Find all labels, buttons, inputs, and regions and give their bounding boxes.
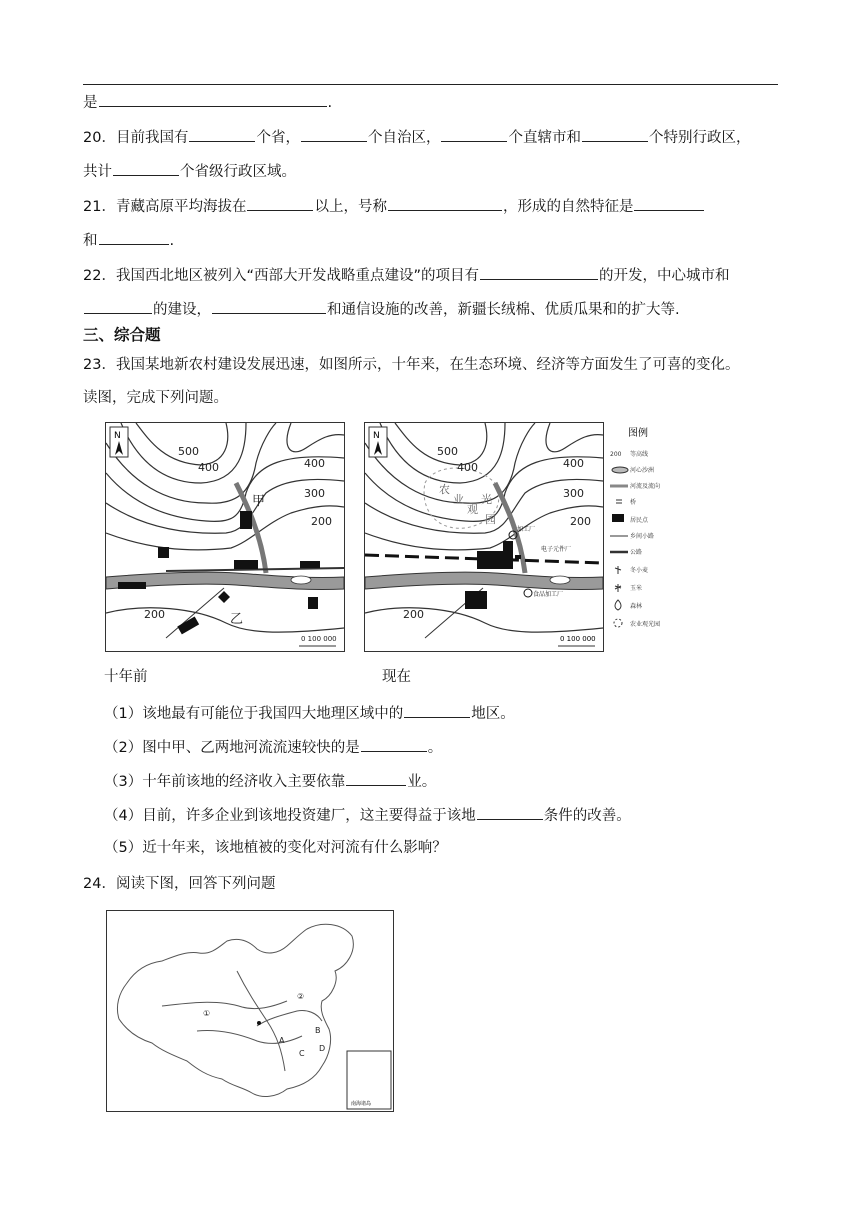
north-label: N bbox=[373, 431, 380, 441]
q20-text-d: 个直辖市和 bbox=[508, 130, 581, 146]
q21-text-a: 21．青藏高原平均海拔在 bbox=[83, 199, 247, 215]
q22-blank1 bbox=[480, 265, 598, 280]
map-now-svg bbox=[365, 423, 603, 651]
legend-item: 农业观光园 bbox=[630, 621, 661, 628]
contour-label: 400 bbox=[198, 461, 219, 474]
q22-blank2 bbox=[84, 299, 152, 314]
q21-text-c: ，形成的自然特征是 bbox=[502, 199, 634, 215]
map-label-d: D bbox=[319, 1044, 326, 1053]
legend-item: 玉米 bbox=[630, 585, 643, 592]
map-label-b: B bbox=[315, 1026, 321, 1035]
q20-blank2 bbox=[301, 127, 367, 142]
contour-label: 300 bbox=[304, 487, 325, 500]
map-before-svg bbox=[106, 423, 344, 651]
q20-text-f: 共计 bbox=[83, 164, 112, 180]
inset-label: 南海诸岛 bbox=[351, 1101, 372, 1107]
q23-sub3-text-b: 业。 bbox=[407, 774, 437, 790]
q22-line2 bbox=[83, 299, 680, 320]
q20-text-g: 个省级行政区域。 bbox=[180, 164, 296, 180]
legend-item: 桥 bbox=[630, 499, 637, 506]
legend-item: 乡间小路 bbox=[630, 533, 655, 540]
q23-sub4-blank bbox=[477, 805, 543, 820]
contour-label: 400 bbox=[304, 457, 325, 470]
q20-line2 bbox=[83, 161, 296, 182]
factory-label: 加工厂 bbox=[517, 526, 536, 533]
legend-item: 河心沙洲 bbox=[630, 467, 655, 474]
factory-label: 电子元件厂 bbox=[541, 546, 572, 553]
map-legend bbox=[608, 424, 708, 650]
q23-sub3-text-a: （3）十年前该地的经济收入主要依靠 bbox=[104, 774, 346, 790]
q20-text-a: 20．目前我国有 bbox=[83, 130, 189, 146]
q21-line2 bbox=[83, 230, 174, 251]
q22-text-c: 的建设， bbox=[153, 302, 211, 318]
contour-label: 200 bbox=[311, 515, 332, 528]
q22-text-b: 的开发，中心城市和 bbox=[598, 268, 730, 284]
q23-sub1-text-b: 地区。 bbox=[471, 706, 515, 722]
q23-sub5: （5）近十年来，该地植被的变化对河流有什么影响？ bbox=[104, 840, 447, 856]
contour-label: 500 bbox=[437, 445, 458, 458]
map-now-caption: 现在 bbox=[382, 669, 411, 685]
q20-blank5 bbox=[113, 161, 179, 176]
scale-bar-label: 0 100 000 bbox=[301, 635, 337, 643]
q19-tail bbox=[83, 92, 332, 113]
map-ten-years-ago bbox=[105, 422, 345, 652]
q24-intro: 24．阅读下图，回答下列问题 bbox=[83, 876, 276, 892]
q19-prefix: 是 bbox=[83, 95, 98, 111]
factory-label: 食品加工厂 bbox=[533, 591, 564, 598]
q21-line1 bbox=[83, 196, 705, 217]
q23-sub4 bbox=[104, 805, 631, 826]
q19-suffix: . bbox=[327, 95, 333, 111]
q23-sub1-text-a: （1）该地最有可能位于我国四大地理区域中的 bbox=[104, 706, 404, 722]
q22-blank3 bbox=[212, 299, 326, 314]
q23-sub1-blank bbox=[404, 703, 470, 718]
q23-sub3-blank bbox=[346, 771, 406, 786]
legend-contour-sample: 200 bbox=[610, 451, 622, 458]
north-arrow bbox=[369, 427, 387, 457]
park-label: 园 bbox=[485, 513, 496, 526]
scale-bar-label: 0 100 000 bbox=[560, 635, 596, 643]
park-label: 农 bbox=[439, 483, 450, 496]
china-map bbox=[106, 910, 394, 1112]
q23-sub2 bbox=[104, 737, 442, 758]
map-label-a: A bbox=[279, 1036, 285, 1045]
contour-label: 200 bbox=[403, 608, 424, 621]
q23-intro-line2: 读图，完成下列问题。 bbox=[83, 390, 228, 406]
point-label-yi: 乙 bbox=[230, 612, 244, 627]
legend-item: 等高线 bbox=[630, 451, 649, 458]
q20-text-b: 个省， bbox=[256, 130, 300, 146]
legend-title: 图例 bbox=[628, 428, 648, 439]
q23-intro-line1: 23．我国某地新农村建设发展迅速，如图所示，十年来，在生态环境、经济等方面发生了可喜的变化。 bbox=[83, 357, 740, 373]
q20-blank1 bbox=[189, 127, 255, 142]
point-label-jia: 甲 bbox=[252, 494, 266, 509]
north-arrow bbox=[110, 427, 128, 457]
q22-text-d: 和通信设施的改善，新疆长绒棉、优质瓜果和的扩大等. bbox=[327, 302, 680, 318]
north-label: N bbox=[114, 431, 121, 441]
q23-sub4-text-b: 条件的改善。 bbox=[543, 808, 631, 824]
legend-item: 公路 bbox=[630, 549, 643, 556]
contour-label: 200 bbox=[570, 515, 591, 528]
q20-blank3 bbox=[441, 127, 507, 142]
top-divider bbox=[83, 84, 778, 85]
contour-label: 200 bbox=[144, 608, 165, 621]
q20-text-c: 个自治区， bbox=[367, 130, 441, 146]
q21-text-d: 和 bbox=[83, 233, 98, 249]
contour-label: 500 bbox=[178, 445, 199, 458]
legend-item: 森林 bbox=[630, 603, 643, 610]
q22-text-a: 22．我国西北地区被列入“西部大开发战略重点建设”的项目有 bbox=[83, 268, 479, 284]
contour-label: 400 bbox=[457, 461, 478, 474]
map-label-1: ① bbox=[203, 1009, 211, 1018]
q21-blank2 bbox=[388, 196, 502, 211]
q20-line1 bbox=[83, 127, 750, 148]
q20-blank4 bbox=[582, 127, 648, 142]
q21-blank3 bbox=[634, 196, 704, 211]
q21-blank4 bbox=[99, 230, 169, 245]
q23-sub4-text-a: （4）目前，许多企业到该地投资建厂，这主要得益于该地 bbox=[104, 808, 476, 824]
park-label: 光 bbox=[481, 493, 492, 506]
inset-map bbox=[347, 1051, 391, 1109]
q21-blank1 bbox=[247, 196, 313, 211]
q20-text-e: 个特别行政区， bbox=[648, 130, 751, 146]
q19-blank bbox=[99, 92, 327, 107]
q23-sub1 bbox=[104, 703, 515, 724]
q21-text-b: 以上，号称 bbox=[314, 199, 387, 215]
section-heading: 三、综合题 bbox=[83, 326, 161, 344]
legend-item: 居民点 bbox=[630, 517, 649, 524]
park-label: 业 bbox=[453, 493, 464, 506]
legend-item: 冬小麦 bbox=[630, 567, 649, 574]
park-label: 观 bbox=[467, 503, 478, 516]
map-now bbox=[364, 422, 604, 652]
legend-item: 河流及流向 bbox=[630, 483, 661, 490]
q22-line1 bbox=[83, 265, 729, 286]
q23-sub2-text-a: （2）图中甲、乙两地河流流速较快的是 bbox=[104, 740, 360, 756]
q23-sub2-blank bbox=[361, 737, 427, 752]
q23-sub2-text-b: 。 bbox=[427, 740, 443, 756]
q21-text-e: . bbox=[169, 233, 175, 249]
map-label-c: C bbox=[299, 1049, 305, 1058]
map-label-2: ② bbox=[297, 992, 305, 1001]
contour-label: 300 bbox=[563, 487, 584, 500]
contour-label: 400 bbox=[563, 457, 584, 470]
map-before-caption: 十年前 bbox=[104, 669, 148, 685]
q23-sub3 bbox=[104, 771, 436, 792]
